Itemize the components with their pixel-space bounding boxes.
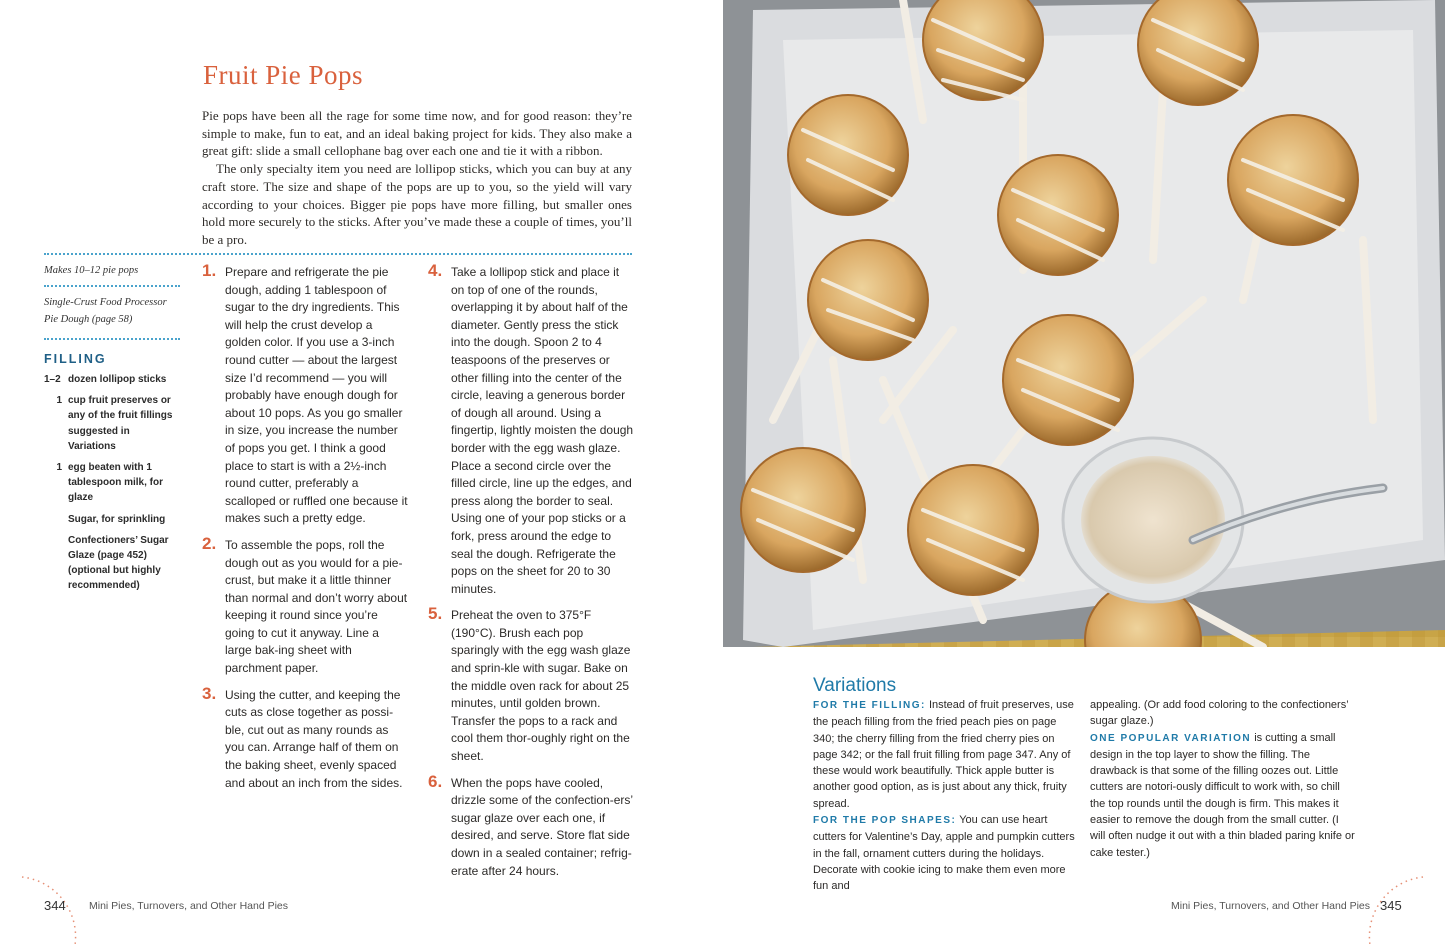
step: 4. Take a lollipop stick and place it on top of one of the rounds, overlapping it by about half of the diameter. Gently press the stick into the dough. Spoon 2 to 4 teaspoons of the preserves or other filling into the center of the circle, leaving a generous border of dough all around. Using a fingertip, lightly moisten the dough border with the egg wash glaze. Place a second circle over the filled circle, line up the edges, and press along the border to seal. Using one of your pop sticks or a fork, press around the edge to seal the dough. Refrigerate the pops on the sheet for 20 to 30 minutes.	[428, 261, 634, 596]
variations-column-right	[1090, 697, 1355, 861]
intro-text	[202, 107, 632, 249]
dough-reference: Single-Crust Food Processor Pie Dough (page 58)	[44, 297, 167, 325]
divider	[44, 285, 180, 287]
step: 3. Using the cutter, and keeping the cuts as close together as possi-ble, cut out as many rounds as you can. Arrange half of them on the baking sheet, evenly spaced and about an inch from the sides.	[202, 683, 403, 790]
step: 5. Preheat the oven to 375°F (190°C). Brush each pop sparingly with the egg wash glaze and sprin-kle with sugar. Bake on the middle oven rack for about 25 minutes, until golden brown. Transfer the pops to a rack and cool them thor-oughly right on the sheet.	[428, 604, 631, 764]
intro-paragraph: The only specialty item you need are lollipop sticks, which you can buy at any craft store. The size and shape of the pops are up to you, so the yield will vary according to your choices. Bigger pie pops have more filling, but smaller ones hold more securely to the sticks. After you’ve made these a couple of times, you’ll be a pro.	[202, 161, 632, 247]
ingredient: Sugar, for sprinkling	[68, 513, 166, 525]
page-number-right: 345	[1380, 898, 1402, 913]
step: 1. Prepare and refrigerate the pie dough, adding 1 tablespoon of sugar to the dry ingredients. This will help the crust develop a golden color. If you use a 3-inch round cutter — about the largest size I’d recommend — you will probably have enough dough for about 10 pops. As you go smaller in size, you increase the number of pops you get. I think a good place to start is with a 2½-inch round cutter, preferably a scalloped or ruffled one because it makes such a pretty edge.	[202, 261, 408, 526]
ingredient: 1–2 dozen lollipop sticks	[44, 374, 167, 385]
yield-text: Makes 10–12 pie pops	[44, 265, 139, 276]
running-footer-left: Mini Pies, Turnovers, and Other Hand Pies	[89, 900, 289, 912]
ingredient: 1 cup fruit preserves or any of the fruit fillings suggested in Variations	[56, 395, 173, 452]
intro-paragraph: Pie pops have been all the rage for some time now, and for good reason: they’re simple to make, fun to eat, and an ideal baking project for kids. They also make a great gift: slide a small cellophane bag over each one and tie it with a ribbon.	[202, 108, 632, 159]
recipe-title: Fruit Pie Pops	[203, 60, 364, 90]
page-number-left: 344	[44, 898, 66, 913]
ingredients-sidebar	[44, 262, 180, 600]
filling-heading: FILLING	[44, 352, 107, 366]
variation-filling: FOR THE FILLING: Instead of fruit preserves, use the peach filling from the fried peach pies on page 340; the cherry filling from the fried cherry pies on page 342; or the fall fruit filling from page 347. Any of these would work beautifully. Thick apple butter is another good option, as is just about any thick, fruity spread.	[813, 699, 1074, 810]
ingredient: 1 egg beaten with 1 tablespoon milk, for glaze	[56, 462, 164, 504]
variations-column-left	[813, 697, 1078, 895]
divider	[44, 338, 180, 340]
steps-column-right	[428, 261, 634, 889]
variation-popular: ONE POPULAR VARIATION is cutting a small design in the top layer to show the filling. The drawback is that some of the filling oozes out. Little cutters are notori-ously difficult to work with, so chill the top rounds until the dough is firm. This makes it easier to remove the dough from the small cutter. (I will often nudge it out with a thin bladed paring knife or cake tester.)	[1090, 731, 1355, 859]
variation-shapes-continued: appealing. (Or add food coloring to the confectioners’ sugar glaze.)	[1090, 699, 1349, 728]
steps-column-left	[202, 261, 408, 801]
step: 2. To assemble the pops, roll the dough out as you would for a pie-crust, but make it a little thinner than normal and don’t worry about keeping it round since you’re going to cut it anyway. Line a large bak-ing sheet with parchment paper.	[202, 533, 408, 676]
variation-shapes: FOR THE POP SHAPES: You can use heart cutters for Valentine’s Day, apple and pumpkin cutters in the fall, ornament cutters during the holidays. Decorate with cookie icing to make them even more fun and	[813, 814, 1075, 893]
variations-heading: Variations	[813, 675, 897, 696]
divider	[44, 253, 632, 255]
running-footer-right: Mini Pies, Turnovers, and Other Hand Pies	[1171, 900, 1371, 912]
step: 6. When the pops have cooled, drizzle some of the confection-ers’ sugar glaze over each one, if desired, and serve. Store flat side down in a sealed container; refrig-erate after 24 hours.	[428, 771, 633, 878]
pie-pops-photo	[723, 0, 1445, 647]
ingredient: Confectioners’ Sugar Glaze (page 452) (optional but highly recommended)	[68, 534, 169, 592]
